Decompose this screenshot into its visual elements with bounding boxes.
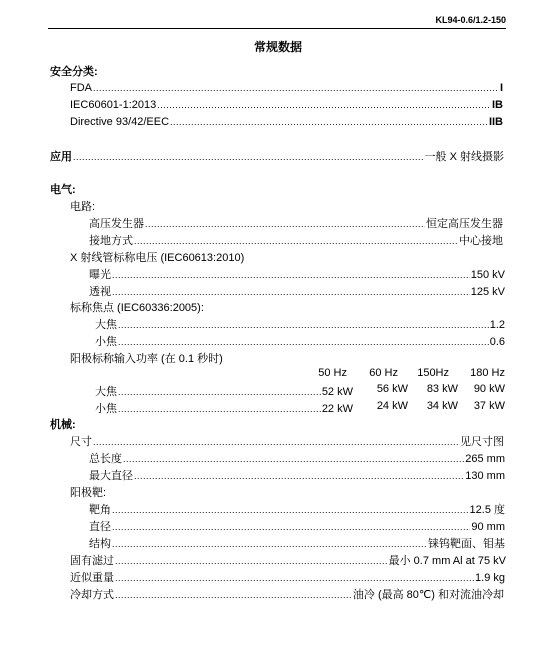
- row-value: 125 kV: [470, 286, 505, 298]
- row-value: 一般 X 射线摄影: [424, 151, 504, 163]
- safety-heading: 安全分类:: [50, 66, 98, 78]
- safety-row-iec: [70, 99, 503, 111]
- row-value: 见尺寸图: [460, 436, 504, 448]
- freq-header-50: 50 Hz: [318, 367, 347, 379]
- row-label: 尺寸: [70, 436, 92, 448]
- structure-row: [89, 535, 505, 551]
- leader-dots: [93, 437, 459, 447]
- row-label: Directive 93/42/EEC: [70, 116, 170, 128]
- leader-dots: [93, 83, 499, 93]
- row-label: 小焦: [95, 403, 117, 415]
- mechanical-heading: 机械:: [50, 419, 76, 431]
- safety-row-directive: [70, 116, 503, 128]
- freq-header-60: 60 Hz: [369, 367, 398, 379]
- size-row: [70, 433, 504, 449]
- row-label: 大焦: [95, 319, 117, 331]
- leader-dots: [157, 100, 491, 110]
- row-value: 恒定高压发生器: [426, 218, 503, 230]
- leader-dots: [115, 590, 352, 600]
- page-title: 常规数据: [253, 40, 302, 54]
- row-value: 中心接地: [459, 235, 503, 247]
- row-value: 0.6: [489, 336, 505, 348]
- row-value: 油冷 (最高 80℃) 和对流油冷却: [352, 589, 504, 601]
- row-value: IIB: [488, 116, 503, 128]
- row-label: 大焦: [95, 386, 117, 398]
- leader-dots: [118, 404, 321, 414]
- power-value: 34 kW: [426, 400, 458, 412]
- target-angle-row: [89, 501, 505, 517]
- safety-row-fda: [70, 82, 503, 94]
- electrical-heading: 电气:: [50, 184, 76, 196]
- row-value: IB: [492, 99, 503, 111]
- row-value: 130 mm: [465, 470, 505, 482]
- row-label: 小焦: [95, 336, 117, 348]
- power-value: 83 kW: [426, 383, 458, 395]
- document-header: KL94-0.6/1.2-150: [48, 15, 506, 29]
- leader-dots: [134, 236, 458, 246]
- leader-dots: [170, 117, 488, 127]
- exposure-row: [89, 266, 505, 282]
- fluoro-row: [89, 283, 505, 299]
- row-label: 接地方式: [89, 235, 133, 247]
- application-row: [50, 148, 504, 164]
- freq-header-180: 180 Hz: [470, 367, 505, 379]
- row-value: 1.9 kg: [475, 572, 505, 584]
- row-label: FDA: [70, 82, 92, 94]
- row-value: 265 mm: [465, 453, 505, 465]
- cooling-row: [70, 586, 504, 602]
- row-label: IEC60601-1:2013: [70, 99, 157, 111]
- inherent-filter-row: [70, 552, 506, 568]
- leader-dots: [112, 270, 470, 280]
- small-focus-row: [95, 333, 505, 349]
- row-label: 最大直径: [89, 470, 133, 482]
- row-value: 90 mm: [471, 521, 505, 533]
- leader-dots: [73, 152, 424, 162]
- leader-dots: [112, 539, 427, 549]
- row-label: 曝光: [89, 269, 111, 281]
- leader-dots: [134, 471, 464, 481]
- row-value: 1.2: [489, 319, 505, 331]
- row-value: 150 kV: [470, 269, 505, 281]
- circuit-label: 电路:: [70, 201, 96, 213]
- large-focus-row: [95, 316, 505, 332]
- leader-dots: [118, 387, 321, 397]
- power-value: 37 kW: [473, 400, 505, 412]
- hv-generator-row: [89, 215, 503, 231]
- power-value: 56 kW: [376, 383, 408, 395]
- leader-dots: [118, 337, 489, 347]
- freq-header-150: 150Hz: [417, 367, 449, 379]
- focal-spot-label: 标称焦点 (IEC60336:2005):: [70, 302, 204, 314]
- leader-dots: [112, 287, 470, 297]
- row-label: 结构: [89, 538, 111, 550]
- power-large-row: [95, 383, 353, 399]
- row-label: 高压发生器: [89, 218, 144, 230]
- leader-dots: [118, 320, 489, 330]
- power-value: 24 kW: [376, 400, 408, 412]
- anode-power-label: 阳极标称输入功率 (在 0.1 秒时): [70, 353, 223, 365]
- row-label: 直径: [89, 521, 111, 533]
- power-value: 52 kW: [321, 386, 353, 398]
- row-value: 最小 0.7 mm Al at 75 kV: [388, 555, 506, 567]
- tube-voltage-label: X 射线管标称电压 (IEC60613:2010): [70, 252, 245, 264]
- row-label: 固有滤过: [70, 555, 114, 567]
- row-label: 冷却方式: [70, 589, 114, 601]
- row-value: 铼钨靶面、钼基: [428, 538, 505, 550]
- anode-target-label: 阳极靶:: [70, 487, 107, 499]
- total-length-row: [89, 450, 505, 466]
- leader-dots: [115, 573, 474, 583]
- row-value: I: [499, 82, 503, 94]
- max-diameter-row: [89, 467, 505, 483]
- row-label: 透视: [89, 286, 111, 298]
- power-small-row: [95, 400, 353, 416]
- row-label: 靶角: [89, 504, 111, 516]
- leader-dots: [112, 505, 469, 515]
- row-label: 总长度: [89, 453, 122, 465]
- row-label: 应用: [50, 151, 72, 163]
- diameter-row: [89, 518, 505, 534]
- leader-dots: [112, 522, 470, 532]
- power-value: 22 kW: [321, 403, 353, 415]
- row-value: 12.5 度: [469, 504, 505, 516]
- grounding-row: [89, 232, 503, 248]
- row-label: 近似重量: [70, 572, 114, 584]
- leader-dots: [123, 454, 464, 464]
- approx-weight-row: [70, 569, 505, 585]
- power-value: 90 kW: [473, 383, 505, 395]
- leader-dots: [145, 219, 425, 229]
- leader-dots: [115, 556, 388, 566]
